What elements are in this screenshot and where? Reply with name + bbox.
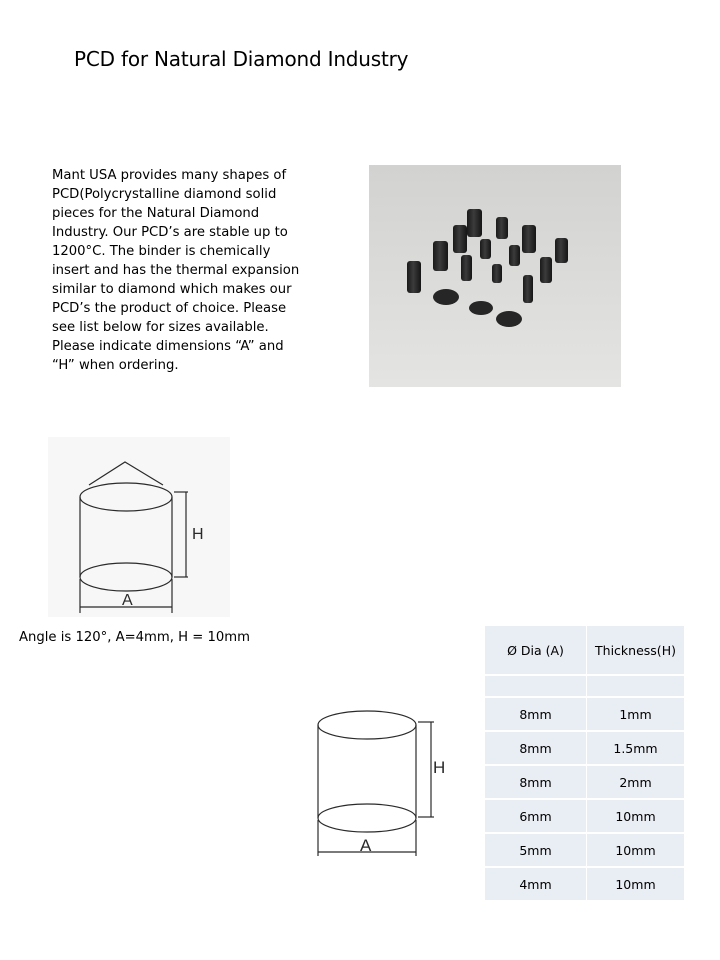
diameter-cell: 6mm — [485, 799, 587, 833]
column-header-thickness: Thickness(H) — [587, 626, 685, 675]
intro-line: Mant USA provides many shapes of — [52, 168, 287, 183]
sizes-table — [485, 626, 684, 902]
thickness-cell: 10mm — [587, 833, 685, 867]
cylinder-drawing — [313, 700, 458, 860]
diameter-cell: 5mm — [485, 833, 587, 867]
intro-line: 1200°C. The binder is chemically — [52, 244, 271, 259]
cylinder-diagram — [313, 700, 458, 865]
intro-paragraph — [52, 166, 302, 375]
intro-line: similar to diamond which makes our — [52, 282, 292, 297]
thickness-cell: 1mm — [587, 697, 685, 731]
table-row — [485, 867, 684, 901]
table-row — [485, 765, 684, 799]
intro-line: Industry. Our PCD’s are stable up to — [52, 225, 288, 240]
table-row — [485, 697, 684, 731]
intro-line: PCD’s the product of choice. Please — [52, 301, 287, 316]
page-title: PCD for Natural Diamond Industry — [74, 47, 409, 71]
thickness-cell: 10mm — [587, 867, 685, 901]
column-header-diameter: Ø Dia (A) — [485, 626, 587, 675]
diameter-label: A — [122, 592, 133, 609]
height-label: H — [192, 526, 204, 543]
thickness-cell: 1.5mm — [587, 731, 685, 765]
intro-line: see list below for sizes available. — [52, 320, 269, 335]
diagram-caption: Angle is 120°, A=4mm, H = 10mm — [19, 630, 250, 645]
intro-line: pieces for the Natural Diamond — [52, 206, 260, 221]
diameter-cell: 8mm — [485, 731, 587, 765]
cone-cylinder-drawing — [48, 437, 230, 617]
diameter-cell: 8mm — [485, 765, 587, 799]
diameter-cell: 8mm — [485, 697, 587, 731]
thickness-cell: 10mm — [587, 799, 685, 833]
intro-line: “H” when ordering. — [52, 358, 179, 373]
diameter-cell: 4mm — [485, 867, 587, 901]
thickness-cell: 2mm — [587, 765, 685, 799]
table-row — [485, 731, 684, 765]
table-row — [485, 799, 684, 833]
table-header-row — [485, 626, 684, 675]
height-label: H — [433, 758, 446, 777]
diameter-label: A — [360, 836, 372, 855]
pcd-pieces-illustration — [369, 165, 621, 387]
table-row — [485, 833, 684, 867]
intro-line: Please indicate dimensions “A” and — [52, 339, 284, 354]
table-empty-row — [485, 675, 684, 697]
intro-line: PCD(Polycrystalline diamond solid — [52, 187, 277, 202]
pcd-pieces-photo — [369, 165, 621, 387]
intro-line: insert and has the thermal expansion — [52, 263, 300, 278]
cone-cylinder-diagram — [48, 437, 230, 622]
